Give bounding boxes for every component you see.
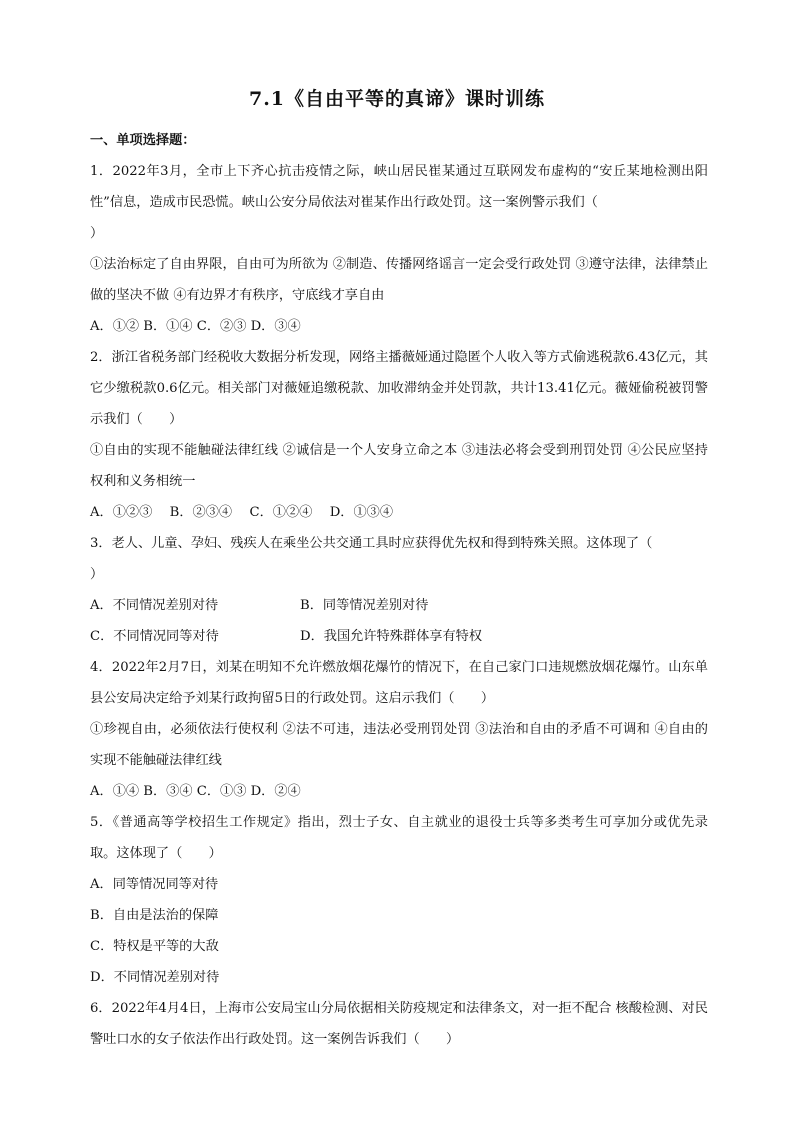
question-3-option-b: B．同等情况差别对待 (300, 598, 429, 613)
question-5-option-c: C．特权是平等的大敌 (90, 939, 219, 954)
question-3-stem-end: ） (90, 567, 104, 582)
question-5-stem: 5．《普通高等学校招生工作规定》指出，烈士子女、自主就业的退役士兵等多类考生可享加分或优先录取。这体现了（ ） (90, 815, 708, 861)
question-3-option-d: D．我国允许特殊群体享有特权 (300, 629, 483, 644)
question-5-option-b: B．自由是法治的保障 (90, 908, 219, 923)
question-3-options-row-2 (90, 621, 708, 652)
question-3-option-a: A．不同情况差别对待 (90, 598, 219, 613)
question-4-stem: 4．2022年2月7日，刘某在明知不允许燃放烟花爆竹的情况下，在自己家门口违规燃放烟花爆竹。山东单县公安局决定给予刘某行政拘留5日的行政处罚。这启示我们（ ） (90, 660, 708, 706)
page-title: 7.1《自由平等的真谛》课时训练 (248, 88, 546, 110)
question-1 (90, 156, 708, 342)
question-2-stem: 2．浙江省税务部门经税收大数据分析发现，网络主播薇娅通过隐匿个人收入等方式偷逃税款6.43亿元，其它少缴税款0.6亿元。相关部门对薇娅追缴税款、加收滞纳金并处罚款，共计13.41亿元。薇娅偷税被罚警示我们（ ） (90, 350, 708, 427)
question-1-stem-end: ） (90, 226, 104, 241)
question-4-options: A．①④ B．③④ C．①③ D．②④ (90, 784, 301, 799)
document-body (90, 125, 708, 1055)
question-6 (90, 993, 708, 1055)
question-4-statements: ①珍视自由，必须依法行使权利 ②法不可违，违法必受刑罚处罚 ③法治和自由的矛盾不可调和 ④自由的实现不能触碰法律红线 (90, 722, 708, 768)
question-1-stem: 1．2022年3月，全市上下齐心抗击疫情之际，峡山居民崔某通过互联网发布虚构的“安丘某地检测出阳性”信息，造成市民恐慌。峡山公安分局依法对崔某作出行政处罚。这一案例警示我们（ (90, 164, 708, 210)
question-5-option-d: D．不同情况差别对待 (90, 970, 220, 985)
section-heading: 一、单项选择题： (90, 133, 196, 148)
question-3 (90, 528, 708, 652)
question-3-option-c: C．不同情况同等对待 (90, 629, 219, 644)
question-1-options: A．①② B．①④ C．②③ D．③④ (90, 319, 301, 334)
question-3-stem: 3．老人、儿童、孕妇、残疾人在乘坐公共交通工具时应获得优先权和得到特殊关照。这体现了（ (90, 536, 653, 551)
question-4 (90, 652, 708, 807)
question-5-option-a: A．同等情况同等对待 (90, 877, 219, 892)
question-6-stem: 6．2022年4月4日，上海市公安局宝山分局依据相关防疫规定和法律条文，对一拒不配合 核酸检测、对民警吐口水的女子依法作出行政处罚。这一案例告诉我们（ ） (90, 1001, 708, 1047)
question-5 (90, 807, 708, 993)
question-2-statements: ①自由的实现不能触碰法律红线 ②诚信是一个人安身立命之本 ③违法必将会受到刑罚处罚 ④公民应坚持权利和义务相统一 (90, 443, 708, 489)
question-1-statements: ①法治标定了自由界限，自由可为所欲为 ②制造、传播网络谣言一定会受行政处罚 ③遵守法律，法律禁止做的坚决不做 ④有边界才有秩序，守底线才享自由 (90, 257, 708, 303)
question-2 (90, 342, 708, 528)
question-2-options: A．①②③ B．②③④ C．①②④ D．①③④ (90, 505, 394, 520)
question-3-options-row-1 (90, 590, 708, 621)
